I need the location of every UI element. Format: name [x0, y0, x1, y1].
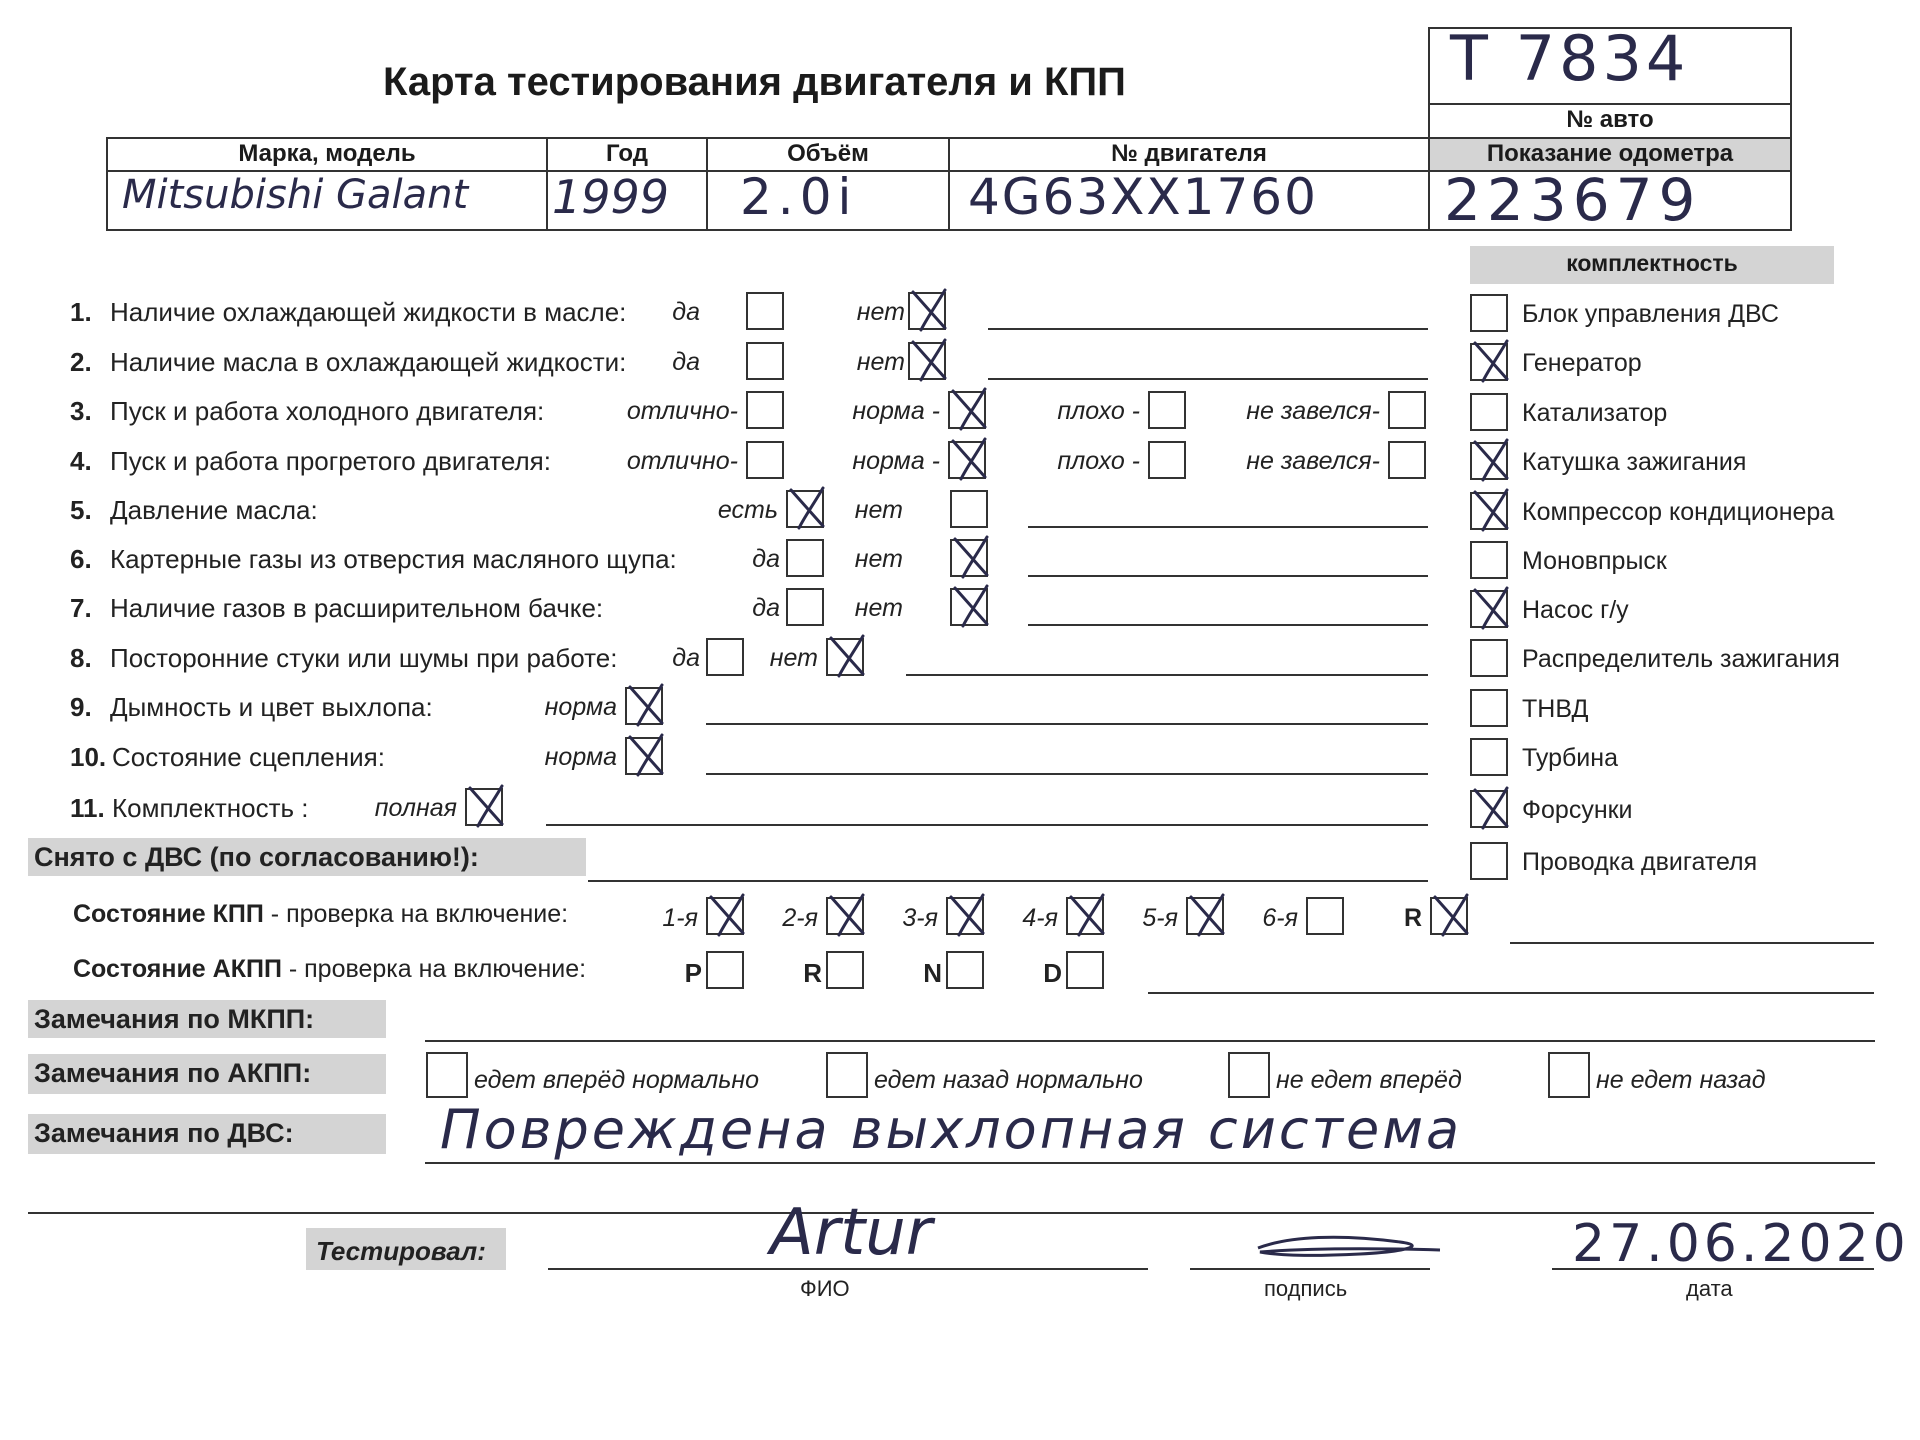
kit-checkbox-5[interactable]	[1470, 492, 1508, 530]
question-1-option-2-checkbox[interactable]	[908, 292, 946, 330]
question-10-option-1-checkbox[interactable]	[625, 737, 663, 775]
check-mark	[1469, 584, 1513, 637]
check-mark	[624, 731, 668, 784]
question-number: 11.	[70, 793, 105, 823]
question-4-option-1-checkbox[interactable]	[746, 441, 784, 479]
kit-item-label: Катализатор	[1522, 399, 1668, 427]
option-label-2: норма -	[852, 447, 940, 475]
check-mark	[1185, 891, 1229, 944]
kit-item-label: Проводка двигателя	[1522, 848, 1758, 876]
kit-checkbox-4[interactable]	[1470, 442, 1508, 480]
akpp-label	[73, 955, 586, 984]
gear-label: 5-я	[1142, 904, 1178, 932]
question-5-option-2-checkbox[interactable]	[950, 490, 988, 528]
check-mark	[1469, 486, 1513, 539]
kpp-label-bold: Состояние КПП	[73, 900, 264, 928]
gear-label: 2-я	[782, 904, 818, 932]
question-3-option-3-checkbox[interactable]	[1148, 391, 1186, 429]
kit-item-label: Генератор	[1522, 349, 1642, 377]
gear-checkbox-5[interactable]	[1186, 897, 1224, 935]
question-8-option-2-checkbox[interactable]	[826, 638, 864, 676]
check-mark	[945, 891, 989, 944]
kit-checkbox-1[interactable]	[1470, 294, 1508, 332]
year-value: 1999	[552, 170, 670, 224]
gear-label: 4-я	[1022, 904, 1058, 932]
question-number: 7.	[70, 593, 92, 623]
kit-header: комплектность	[1566, 250, 1738, 276]
check-mark	[947, 435, 991, 488]
question-number: 8.	[70, 643, 92, 673]
question-text: Пуск и работа холодного двигателя:	[110, 396, 545, 426]
kpp-label	[73, 900, 568, 929]
gear-checkbox-4[interactable]	[1066, 897, 1104, 935]
signature-line[interactable]	[1190, 1268, 1430, 1270]
option-label-1: отлично-	[626, 447, 738, 475]
kit-item-label: ТНВД	[1522, 695, 1589, 723]
option-label-4: не завелся-	[1246, 397, 1380, 425]
akpp-mode-label: D	[1043, 958, 1062, 988]
kit-item-label: Насос г/у	[1522, 596, 1629, 624]
question-number: 5.	[70, 495, 92, 525]
akpp-option-label: едет вперёд нормально	[474, 1066, 760, 1094]
question-text: Пуск и работа прогретого двигателя:	[110, 446, 551, 476]
akpp-option-checkbox-3[interactable]	[1228, 1052, 1270, 1098]
question-number: 9.	[70, 692, 92, 722]
question-number: 3.	[70, 396, 92, 426]
remarks-mkpp-line[interactable]	[425, 1040, 1875, 1042]
question-number: 6.	[70, 544, 92, 574]
kit-item-label: Блок управления ДВС	[1522, 300, 1779, 328]
kit-checkbox-7[interactable]	[1470, 590, 1508, 628]
brand-value: Mitsubishi Galant	[122, 172, 469, 218]
question-8-line[interactable]	[906, 674, 1428, 676]
question-6-option-2-checkbox[interactable]	[950, 539, 988, 577]
remarks-dvs-label: Замечания по ДВС:	[34, 1118, 294, 1148]
question-number: 1.	[70, 297, 92, 327]
signature-scribble	[1250, 1226, 1450, 1266]
gear-label: 6-я	[1262, 904, 1298, 932]
brand-label: Марка, модель	[238, 140, 416, 167]
gear-checkbox-2[interactable]	[826, 897, 864, 935]
question-text: Дымность и цвет выхлопа:	[110, 692, 433, 722]
check-mark	[624, 681, 668, 734]
gear-label: 3-я	[902, 904, 938, 932]
kit-checkbox-2[interactable]	[1470, 343, 1508, 381]
option-label-1: да	[672, 298, 700, 326]
question-1-option-1-checkbox[interactable]	[746, 292, 784, 330]
tested-label: Тестировал:	[316, 1236, 486, 1266]
remarks-akpp-label: Замечания по АКПП:	[34, 1058, 312, 1088]
option-label-1: да	[752, 594, 780, 622]
volume-label: Объём	[787, 140, 869, 167]
question-4-option-3-checkbox[interactable]	[1148, 441, 1186, 479]
question-2-option-2-checkbox[interactable]	[908, 342, 946, 380]
option-label-1: есть	[717, 496, 778, 524]
option-label-2: нет	[769, 644, 818, 672]
question-6-option-1-checkbox[interactable]	[786, 539, 824, 577]
question-5-line[interactable]	[1028, 526, 1428, 528]
question-number: 4.	[70, 446, 92, 476]
option-label-1: норма	[544, 693, 617, 721]
question-11-line[interactable]	[546, 824, 1428, 826]
check-mark	[1469, 337, 1513, 390]
check-mark	[705, 891, 749, 944]
gear-label: R	[1403, 904, 1422, 932]
option-label-1: отлично-	[626, 397, 738, 425]
option-label-3: плохо -	[1057, 447, 1140, 475]
question-text: Комплектность :	[112, 793, 309, 823]
akpp-mode-checkbox-4[interactable]	[1066, 951, 1104, 989]
kit-checkbox-12[interactable]	[1470, 842, 1508, 880]
option-label-1: да	[752, 545, 780, 573]
question-3-option-4-checkbox[interactable]	[1388, 391, 1426, 429]
year-label: Год	[606, 140, 648, 167]
date-label: дата	[1686, 1276, 1733, 1301]
kit-checkbox-9[interactable]	[1470, 689, 1508, 727]
remarks-dvs-line[interactable]	[425, 1162, 1875, 1164]
check-mark	[1429, 891, 1473, 944]
check-mark	[464, 782, 508, 835]
akpp-mode-label: N	[923, 958, 942, 988]
check-mark	[825, 632, 869, 685]
question-text: Картерные газы из отверстия масляного щупа:	[110, 544, 677, 574]
gear-checkbox-6[interactable]	[1306, 897, 1344, 935]
option-label-3: плохо -	[1057, 397, 1140, 425]
kit-checkbox-11[interactable]	[1470, 790, 1508, 828]
kit-item-label: Катушка зажигания	[1522, 448, 1747, 476]
remarks-mkpp-label: Замечания по МКПП:	[34, 1004, 315, 1034]
question-8-option-1-checkbox[interactable]	[706, 638, 744, 676]
volume-value: 2.0i	[740, 168, 858, 226]
question-9-option-1-checkbox[interactable]	[625, 687, 663, 725]
question-7-line[interactable]	[1028, 624, 1428, 626]
akpp-line[interactable]	[1148, 992, 1874, 994]
engine-no-value: 4G63XX1760	[968, 168, 1318, 226]
check-mark	[1469, 436, 1513, 489]
question-text: Посторонние стуки или шумы при работе:	[110, 643, 618, 673]
akpp-option-label: не едет назад	[1596, 1066, 1766, 1094]
akpp-option-checkbox-1[interactable]	[426, 1052, 468, 1098]
question-4-option-2-checkbox[interactable]	[948, 441, 986, 479]
check-mark	[785, 484, 829, 537]
engine-no-label: № двигателя	[1111, 140, 1267, 167]
kit-item-label: Турбина	[1522, 744, 1618, 772]
question-5-option-1-checkbox[interactable]	[786, 490, 824, 528]
option-label-1: норма	[544, 743, 617, 771]
kit-checkbox-6[interactable]	[1470, 541, 1508, 579]
question-11-option-1-checkbox[interactable]	[465, 788, 503, 826]
kit-checkbox-10[interactable]	[1470, 738, 1508, 776]
page-title: Карта тестирования двигателя и КПП	[383, 60, 1126, 104]
removed-label: Снято с ДВС (по согласованию!):	[34, 842, 479, 872]
question-text: Давление масла:	[110, 495, 318, 525]
akpp-label-rest: - проверка на включение:	[281, 955, 587, 983]
option-label-2: нет	[854, 496, 903, 524]
option-label-4: не завелся-	[1246, 447, 1380, 475]
akpp-mode-checkbox-3[interactable]	[946, 951, 984, 989]
akpp-option-checkbox-4[interactable]	[1548, 1052, 1590, 1098]
kit-item-label: Форсунки	[1522, 796, 1633, 824]
check-mark	[907, 336, 951, 389]
kit-item-label: Моновпрыск	[1522, 547, 1667, 575]
question-1-line[interactable]	[988, 328, 1428, 330]
question-number: 2.	[70, 347, 92, 377]
kit-item-label: Распределитель зажигания	[1522, 645, 1840, 673]
question-2-line[interactable]	[988, 378, 1428, 380]
option-label-1: да	[672, 644, 700, 672]
akpp-mode-checkbox-1[interactable]	[706, 951, 744, 989]
akpp-mode-checkbox-2[interactable]	[826, 951, 864, 989]
kpp-label-rest: - проверка на включение:	[263, 900, 569, 928]
odometer-value: 223679	[1444, 166, 1702, 234]
remarks-dvs-value: Повреждена выхлопная система	[440, 1098, 1463, 1161]
question-3-option-2-checkbox[interactable]	[948, 391, 986, 429]
gear-checkbox-1[interactable]	[706, 897, 744, 935]
question-text: Состояние сцепления:	[112, 742, 385, 772]
option-label-1: да	[672, 348, 700, 376]
question-2-option-1-checkbox[interactable]	[746, 342, 784, 380]
question-number: 10.	[70, 742, 107, 772]
option-label-2: норма -	[852, 397, 940, 425]
check-mark	[1065, 891, 1109, 944]
question-7-option-2-checkbox[interactable]	[950, 588, 988, 626]
kit-checkbox-3[interactable]	[1470, 393, 1508, 431]
question-3-option-1-checkbox[interactable]	[746, 391, 784, 429]
akpp-label-bold: Состояние АКПП	[73, 955, 282, 983]
check-mark	[907, 286, 951, 339]
question-9-line[interactable]	[706, 723, 1428, 725]
check-mark	[949, 582, 993, 635]
kpp-line[interactable]	[1510, 942, 1874, 944]
question-10-line[interactable]	[706, 773, 1428, 775]
option-label-2: нет	[854, 594, 903, 622]
auto-number-label: № авто	[1566, 106, 1654, 133]
gear-checkbox-7[interactable]	[1430, 897, 1468, 935]
akpp-option-label: не едет вперёд	[1276, 1066, 1462, 1094]
fio-label: ФИО	[800, 1276, 850, 1301]
removed-line[interactable]	[588, 880, 1428, 882]
option-label-2: нет	[854, 545, 903, 573]
question-7-option-1-checkbox[interactable]	[786, 588, 824, 626]
kit-item-label: Компрессор кондиционера	[1522, 498, 1835, 526]
question-6-line[interactable]	[1028, 575, 1428, 577]
check-mark	[1469, 784, 1513, 837]
date-value: 27.06.2020	[1572, 1214, 1910, 1274]
gear-checkbox-3[interactable]	[946, 897, 984, 935]
question-text: Наличие масла в охлаждающей жидкости:	[110, 347, 627, 377]
signature-label: подпись	[1264, 1276, 1348, 1301]
akpp-option-checkbox-2[interactable]	[826, 1052, 868, 1098]
check-mark	[947, 385, 991, 438]
option-label-2: нет	[856, 298, 905, 326]
akpp-mode-label: P	[684, 958, 702, 988]
auto-number-value: T 7834	[1450, 22, 1690, 95]
option-label-1: полная	[374, 794, 457, 822]
question-text: Наличие охлаждающей жидкости в масле:	[110, 297, 627, 327]
akpp-option-label: едет назад нормально	[874, 1066, 1143, 1094]
akpp-mode-label: R	[803, 958, 822, 988]
kit-checkbox-8[interactable]	[1470, 639, 1508, 677]
odometer-label: Показание одометра	[1486, 140, 1734, 167]
gear-label: 1-я	[662, 904, 698, 932]
check-mark	[825, 891, 869, 944]
option-label-2: нет	[856, 348, 905, 376]
question-4-option-4-checkbox[interactable]	[1388, 441, 1426, 479]
tester-name-value: Artur	[770, 1196, 933, 1270]
question-text: Наличие газов в расширительном бачке:	[110, 593, 604, 623]
check-mark	[949, 533, 993, 586]
